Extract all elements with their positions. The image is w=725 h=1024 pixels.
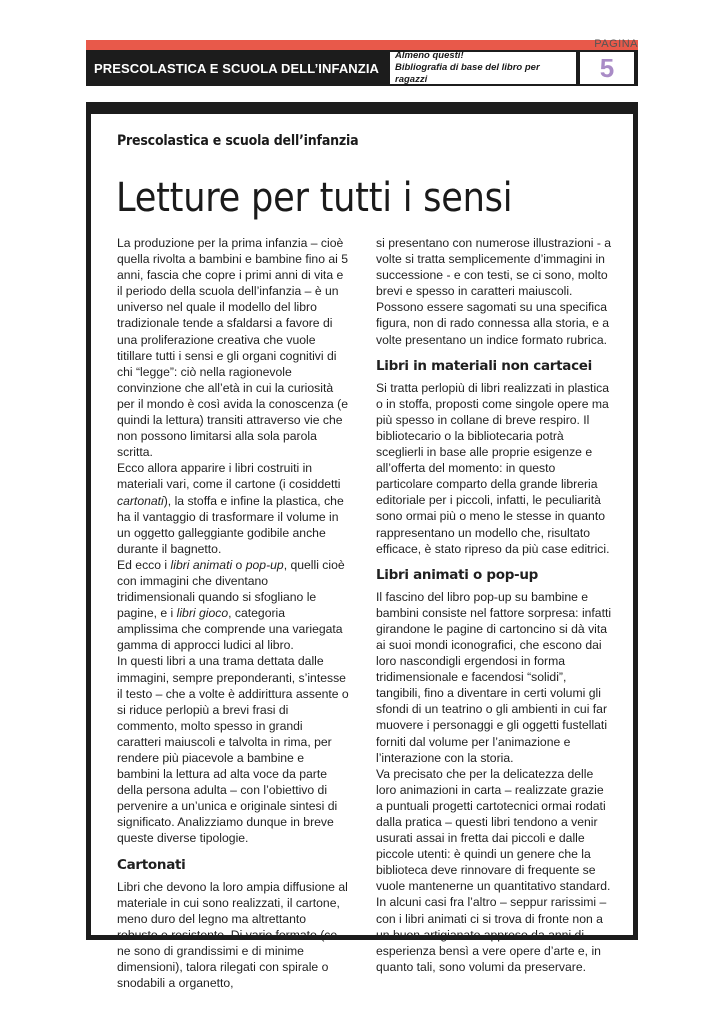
text-column-right <box>376 235 612 975</box>
section-title: PRESCOLASTICA E SCUOLA DELL’INFANZIA <box>94 60 380 76</box>
series-title-line1: Almeno questi! <box>395 50 464 61</box>
header-accent-stripe <box>86 40 638 50</box>
emphasis-cartonati: cartonati <box>117 493 164 508</box>
intro-paragraph-1: La produzione per la prima infanzia – cioè quella rivolta a bambini e bambine fino ai 5 anni, fascia che copre i primi anni di vita e il periodo della scuola dell’infanzia – è un universo nel quale il modello del libro tradizionale tende a sfaldarsi a favore di una proliferazione creativa che vuole titillare tutti i sensi e gli organi cognitivi di chi “legge”: ciò nella ragionevole convinzione che all’età in cui la curiosità per il mondo è così avida la conoscenza (e quindi la lettura) transiti attraverso vie che non possono limitarsi alla sola parola scritta. <box>117 236 349 460</box>
header-bar <box>86 50 638 86</box>
intro-paragraph-4: In questi libri a una trama dettata dalle immagini, sempre preponderanti, s’intesse il testo – che a volte è addirittura assente o si riduce perlopiù a brevi frasi di commento, molto spesso in grandi caratteri maiuscoli e talvolta in rima, per rendere più piacevole a bambine e bambini la lettura ad alta voce da parte della persona adulta – con l’obiettivo di pervenire a un’unica e originale sintesi di significato. Analizziamo dunque in breve queste diverse tipologie. <box>117 654 349 846</box>
heading-libri-animati: Libri animati o pop-up <box>376 566 539 583</box>
heading-cartonati: Cartonati <box>117 856 186 873</box>
intro-paragraph-3: Ed ecco i libri animati o pop-up, quelli cioè con immagini che diventano tridimensionali quando si sfogliano le pagine, e i libri gioco, categoria amplissima che comprende una variegata gamma di approcci ludici al libro. <box>117 557 345 653</box>
popup-paragraph-1: Il fascino del libro pop-up su bambine e bambini consiste nel fattore sorpresa: infatti girandone le pagine di cartoncino si dà vita ai suoi mondi iconografici, che escono dai loro nascondigli ergendosi in forma tridimensionale e facendosi “solidi”, tangibili, fino a diventare in certi volumi gli sfondi di un teatrino o gli ambienti in cui far muovere i personaggi e gli oggetti fustellati forniti dal volume per l’animazione e l’interazione con la storia. <box>376 589 612 765</box>
article-kicker: Prescolastica e scuola dell’infanzia <box>117 133 359 149</box>
emphasis-libri-animati: libri animati <box>170 557 233 572</box>
heading-materiali-non-cartacei: Libri in materiali non cartacei <box>376 357 592 374</box>
emphasis-pop-up: pop-up <box>245 557 284 572</box>
materiali-paragraph: Si tratta perlopiù di libri realizzati in plastica o in stoffa, proposti come singole opere ma più spesso in collane di breve respiro. Il bibliotecario o la bibliotecaria potrà sceglierli in base alle proprie esigenze e all’offerta del momento: in questo particolare comparto della grande libreria editoriale per i piccoli, infatti, le peculiarità sono ormai più o meno le stesse in quanto rappresentano un modello che, risultato efficace, è stato ripreso da più case editrici. <box>376 380 610 556</box>
series-title <box>390 52 576 84</box>
text-column-left <box>117 235 349 991</box>
page-title: Letture per tutti i sensi <box>116 174 513 221</box>
series-title-line2: Bibliografia di base del libro per ragazzi <box>395 62 540 85</box>
intro-paragraph-2: Ecco allora apparire i libri costruiti in materiali vari, come il cartone (i cosiddetti cartonati), la stoffa e infine la plastica, che ha il vantaggio di trasformare il volume in un oggetto galleggiante godibile anche durante il bagnetto. <box>117 461 344 556</box>
cartonati-paragraph: Libri che devono la loro ampia diffusione al materiale in cui sono realizzati, il cartone, meno duro del legno ma altrettanto robusto e resistente. Di vario formato (ce ne sono di grandissimi e di minime dimensioni), talora rilegati con spirale o snodabili a organetto, <box>117 879 348 991</box>
emphasis-libri-gioco: libri gioco <box>176 606 229 621</box>
page-number: 5 <box>580 52 634 84</box>
page-label: PAGINA <box>594 38 638 50</box>
cartonati-paragraph-continued: si presentano con numerose illustrazioni - a volte si tratta semplicemente d’immagini in successione - e con testi, se ci sono, molto brevi e spesso in caratteri maiuscoli. Possono essere sagomati su una specifica figura, non di rado connessa alla storia, e a volte presentano un indice formato rubrica. <box>376 236 612 347</box>
popup-paragraph-2: Va precisato che per la delicatezza delle loro animazioni in carta – realizzate grazie a puntuali progetti cartotecnici ormai rodati dalla pratica – questi libri tendono a venir usurati assai in fretta dai piccoli e dalle piccole utenti: è quindi un genere che la biblioteca deve rinnovare di frequente se vuole mantenerne un quantitativo standard. In alcuni casi fra l’altro – seppur rarissimi – con i libri animati ci si trova di fronte non a un buon artigianato appreso da anni di esperienza bensì a vere opere d’arte e, in quanto tali, sono volumi da preservare. <box>376 766 611 974</box>
